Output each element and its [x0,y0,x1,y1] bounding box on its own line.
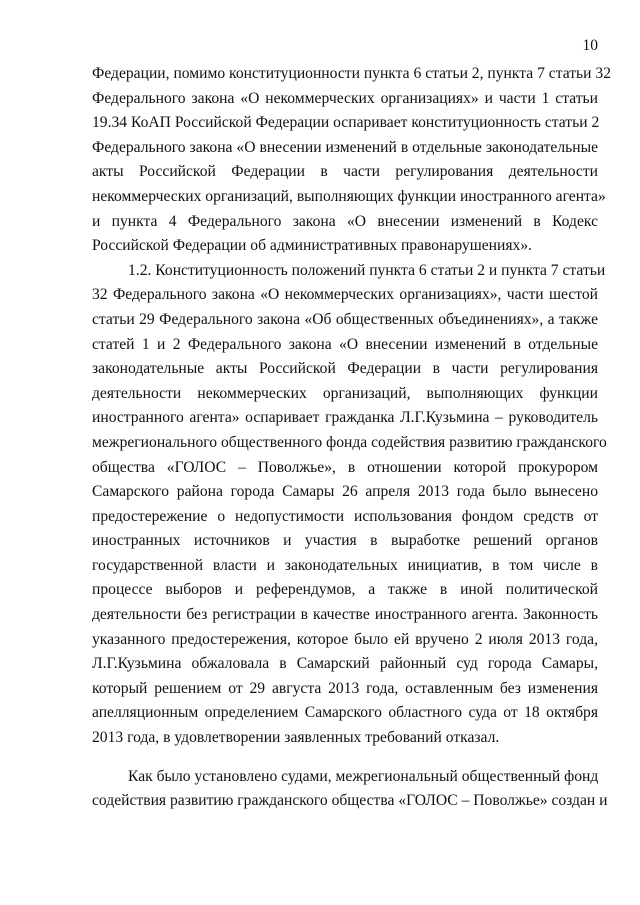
text-line: 2013 года, в удовлетворении заявленных требований отказал. [92,729,500,747]
text-line: 32 Федерального закона «О некоммерческих организациях», части шестой [92,286,598,304]
text-line: законодательные акты Российской Федерации в части регулирования [92,360,598,378]
text-line: Российской Федерации об административных правонарушениях». [92,237,533,255]
text-line: процессе выборов и референдумов, а также в иной политической [92,581,598,599]
text-line: акты Российской Федерации в части регулирования деятельности [92,163,598,181]
text-line: апелляционным определением Самарского областного суда от 18 октября [92,704,598,722]
text-line: статьи 29 Федерального закона «Об общественных объединениях», а также [92,310,598,328]
text-line: и пункта 4 Федерального закона «О внесении изменений в Кодекс [92,212,598,230]
text-line: 19.34 КоАП Российской Федерации оспаривает конституционность статьи 2 [92,114,600,132]
text-line: Федерации, помимо конституционности пункта 6 статьи 2, пункта 7 статьи 32 [92,65,611,82]
text-line: деятельности без регистрации в качестве иностранного агента. Законность [92,606,598,624]
text-line: иностранных источников и участия в выработке решений органов [92,532,598,550]
text-line: содействия развитию гражданского общества «ГОЛОС – Поволжье» создан и [92,792,608,810]
text-line: некоммерческих организаций, выполняющих функции иностранного агента» [92,187,606,205]
text-line: общества «ГОЛОС – Поволжье», в отношении которой прокурором [92,458,598,476]
text-line: иностранного агента» оспаривает гражданка Л.Г.Кузьмина – руководитель [92,409,598,427]
text-line: 1.2. Конституционность положений пункта 6 статьи 2 и пункта 7 статьи [128,261,606,279]
text-line: Самарского района города Самары 26 апреля 2013 года было вынесено [92,483,598,501]
text-line: указанного предостережения, которое было ей вручено 2 июля 2013 года, [92,630,598,648]
document-body [92,62,611,814]
text-line: предостережение о недопустимости использования фондом средств от [92,507,598,525]
text-line: Как было установлено судами, межрегиональный общественный фонд [128,767,599,785]
page-number: 10 [582,37,598,54]
text-line: Федерального закона «О внесении изменений в отдельные законодательные [92,138,598,156]
text-line: который решением от 29 августа 2013 года, оставленным без изменения [92,679,598,697]
paragraph-continuation [92,62,611,259]
paragraph-court-findings [92,765,608,814]
text-line: межрегионального общественного фонда содействия развитию гражданского [92,433,607,451]
paragraph-section-1-2 [92,259,607,751]
text-line: деятельности некоммерческих организаций, выполняющих функции [92,384,598,402]
text-line: статей 1 и 2 Федерального закона «О внесении изменений в отдельные [92,335,598,353]
text-line: Л.Г.Кузьмина обжаловала в Самарский районный суд города Самары, [92,655,598,673]
text-line: Федерального закона «О некоммерческих организациях» и части 1 статьи [92,89,598,107]
text-line: государственной власти и законодательных инициатив, в том числе в [92,556,598,574]
